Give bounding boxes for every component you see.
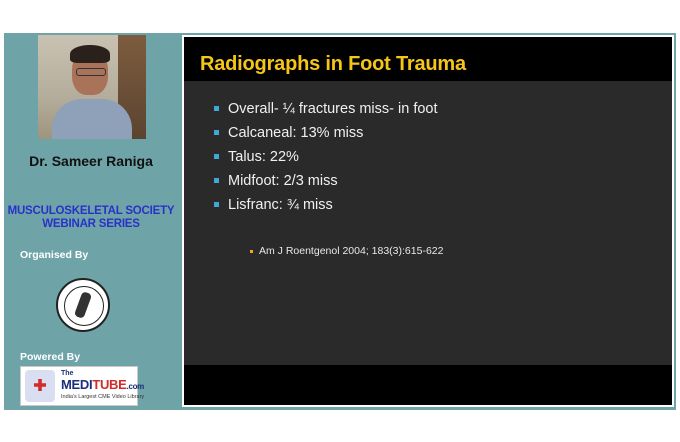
bullet-item: Lisfranc: ¾ miss [214,193,438,217]
presenter-sidebar [4,33,178,410]
logo-brand-suffix: .com [126,382,144,391]
society-title [4,205,178,231]
webinar-frame [4,33,676,410]
slide-reference: Am J Roentgenol 2004; 183(3):615-622 [250,245,443,257]
bullet-item: Overall- ¼ fractures miss- in foot [214,97,438,121]
musculoskeletal-society-seal-icon [56,278,110,332]
logo-brand-pre: MEDI [61,377,93,392]
logo-the: The [61,370,74,377]
presenter-shirt [52,99,132,139]
slide-title: Radiographs in Foot Trauma [200,53,466,75]
slide-bullets [214,97,438,217]
society-line-2: WEBINAR SERIES [42,218,140,230]
presenter-hair [70,45,110,63]
bullet-item: Calcaneal: 13% miss [214,121,438,145]
logo-brand [61,377,144,392]
logo-brand-highlight: TUBE [92,377,127,392]
powered-by-label: Powered By [20,351,81,363]
presenter-glasses [76,68,106,76]
slide [184,37,672,405]
society-line-1: MUSCULOSKELETAL SOCIETY [7,205,175,217]
speaker-name: Dr. Sameer Raniga [29,153,153,169]
bullet-item: Talus: 22% [214,145,438,169]
logo-tagline: India's Largest CME Video Library [61,394,145,400]
organised-by-label: Organised By [20,249,89,261]
presenter-video [38,35,146,139]
slide-panel [182,35,674,407]
bullet-item: Midfoot: 2/3 miss [214,169,438,193]
meditube-logo [20,366,145,406]
